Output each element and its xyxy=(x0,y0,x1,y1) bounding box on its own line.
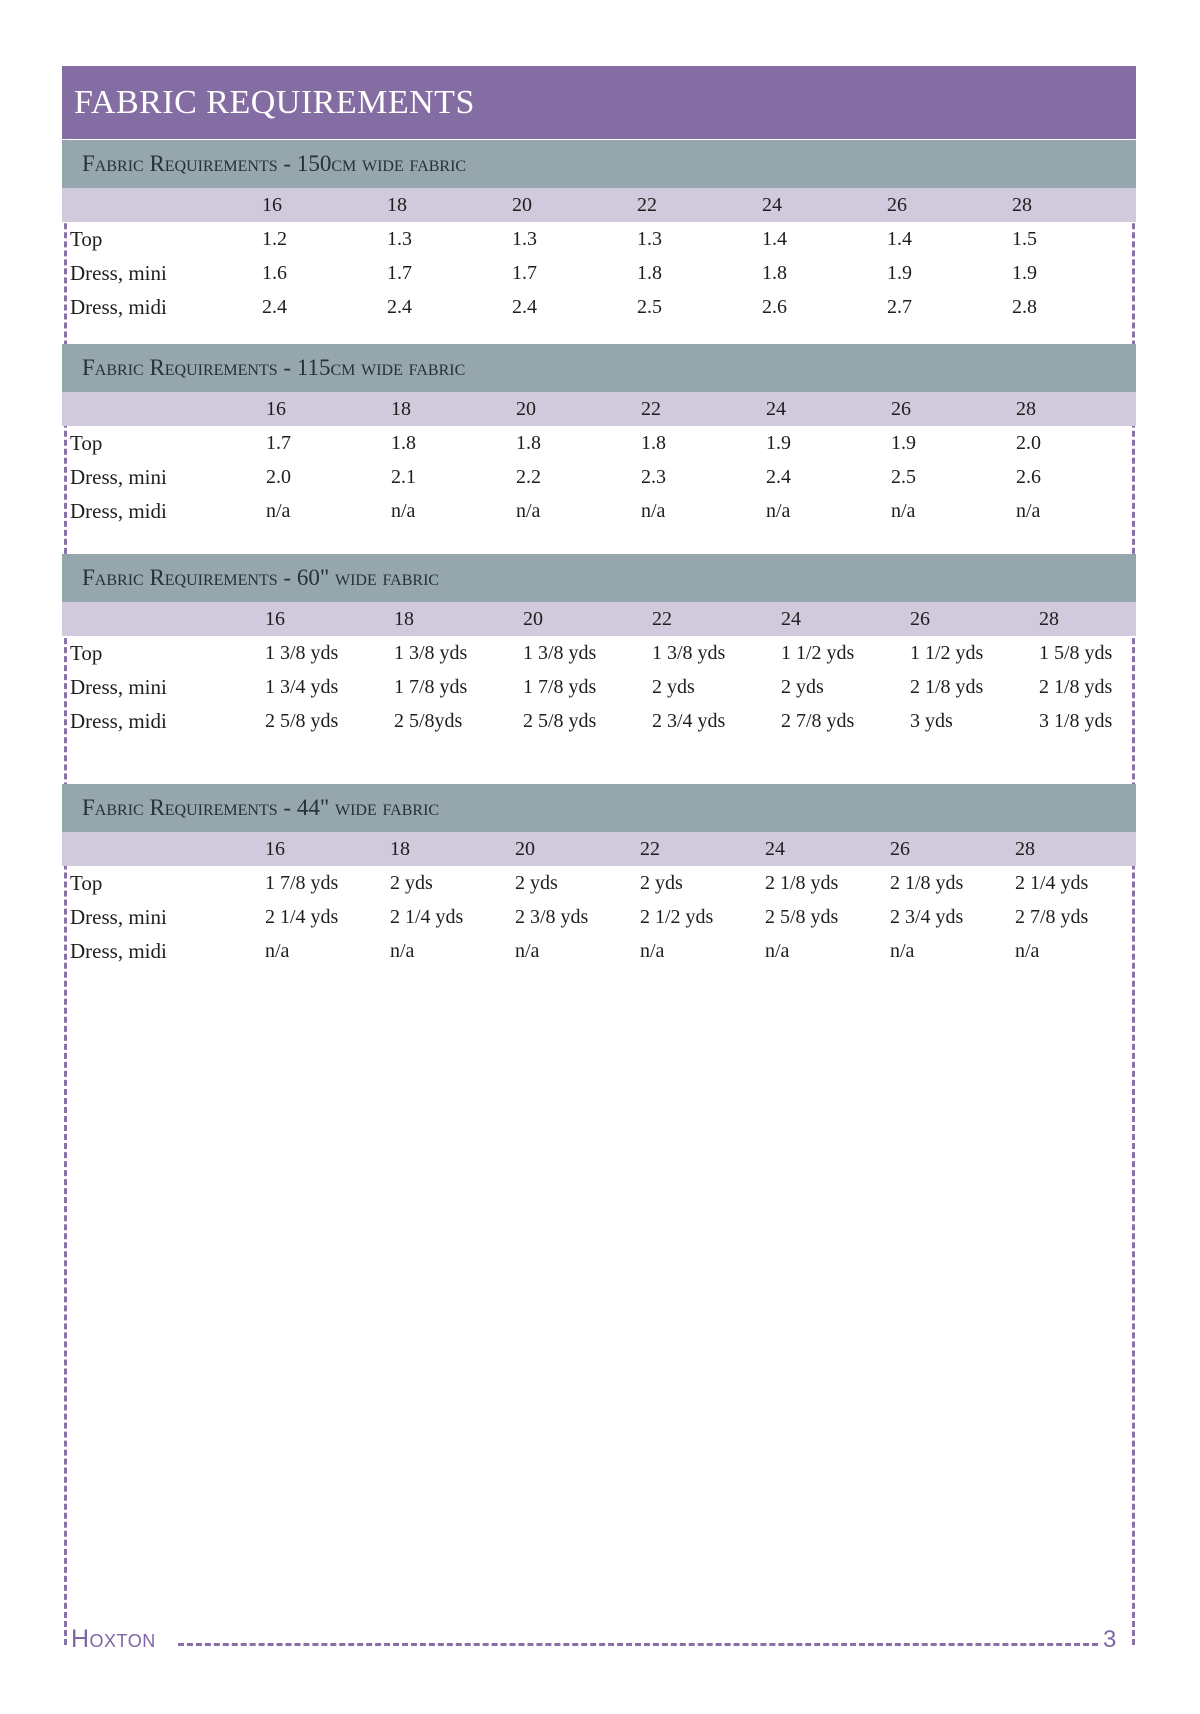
row-label: Dress, midi xyxy=(70,295,167,319)
fabric-table-2 xyxy=(62,344,1136,528)
row-label: Top xyxy=(70,641,103,665)
table-cell: 2 yds xyxy=(515,872,558,894)
size-label: 24 xyxy=(766,398,786,420)
size-header-row xyxy=(62,392,1136,426)
section-heading: Fabric Requirements - 150cm wide fabric xyxy=(62,140,1136,188)
table-cell: n/a xyxy=(1016,500,1041,522)
size-label: 18 xyxy=(391,398,411,420)
table-row xyxy=(62,460,1136,494)
table-cell: 2 3/4 yds xyxy=(890,906,964,928)
table-cell: n/a xyxy=(766,500,791,522)
size-label: 20 xyxy=(523,608,543,630)
table-cell: 1.9 xyxy=(1012,262,1037,284)
size-label: 20 xyxy=(516,398,536,420)
row-label: Top xyxy=(70,871,103,895)
table-cell: 2.1 xyxy=(391,466,416,488)
table-cell: 2 1/8 yds xyxy=(890,872,964,894)
table-cell: 2.8 xyxy=(1012,296,1037,318)
table-row xyxy=(62,426,1136,460)
table-cell: n/a xyxy=(266,500,291,522)
size-label: 26 xyxy=(890,838,910,860)
size-label: 16 xyxy=(265,608,285,630)
table-cell: 2 3/4 yds xyxy=(652,710,726,732)
table-cell: 1.8 xyxy=(762,262,787,284)
table-cell: 2.3 xyxy=(641,466,666,488)
size-label: 28 xyxy=(1016,398,1036,420)
table-cell: n/a xyxy=(890,940,915,962)
row-label: Dress, mini xyxy=(70,905,167,929)
page-title: FABRIC REQUIREMENTS xyxy=(62,66,1136,139)
table-cell: 1 3/4 yds xyxy=(265,676,339,698)
table-cell: 2 1/4 yds xyxy=(265,906,339,928)
section-heading: Fabric Requirements - 44" wide fabric xyxy=(62,784,1136,832)
table-row xyxy=(62,636,1136,670)
table-cell: 1.3 xyxy=(637,228,662,250)
table-cell: n/a xyxy=(391,500,416,522)
table-cell: 2 1/2 yds xyxy=(640,906,714,928)
table-cell: 3 yds xyxy=(910,710,953,732)
table-cell: 1 1/2 yds xyxy=(781,642,855,664)
table-cell: 1.8 xyxy=(637,262,662,284)
table-cell: 1.7 xyxy=(266,432,291,454)
table-row xyxy=(62,900,1136,934)
table-cell: n/a xyxy=(641,500,666,522)
size-label: 16 xyxy=(266,398,286,420)
row-label: Dress, midi xyxy=(70,709,167,733)
table-cell: n/a xyxy=(515,940,540,962)
size-label: 18 xyxy=(390,838,410,860)
table-row xyxy=(62,704,1136,738)
size-label: 26 xyxy=(891,398,911,420)
table-cell: 1.5 xyxy=(1012,228,1037,250)
size-label: 20 xyxy=(515,838,535,860)
size-label: 28 xyxy=(1015,838,1035,860)
table-cell: 1.7 xyxy=(512,262,537,284)
table-row xyxy=(62,256,1136,290)
table-cell: 1 7/8 yds xyxy=(394,676,468,698)
table-cell: 2 1/8 yds xyxy=(910,676,984,698)
size-label: 26 xyxy=(910,608,930,630)
table-cell: n/a xyxy=(891,500,916,522)
table-cell: 2 yds xyxy=(652,676,695,698)
table-cell: 2 5/8yds xyxy=(394,710,463,732)
size-label: 18 xyxy=(394,608,414,630)
table-row xyxy=(62,670,1136,704)
table-cell: 1.2 xyxy=(262,228,287,250)
table-cell: n/a xyxy=(390,940,415,962)
table-cell: 1.4 xyxy=(887,228,912,250)
size-header-row xyxy=(62,188,1136,222)
size-label: 24 xyxy=(781,608,801,630)
table-cell: 1.8 xyxy=(641,432,666,454)
fabric-table-1 xyxy=(62,140,1136,324)
table-cell: 1.8 xyxy=(516,432,541,454)
row-label: Dress, mini xyxy=(70,675,167,699)
row-label: Dress, midi xyxy=(70,499,167,523)
table-cell: 2.6 xyxy=(762,296,787,318)
table-cell: 2.0 xyxy=(1016,432,1041,454)
table-cell: 1 3/8 yds xyxy=(265,642,339,664)
table-cell: n/a xyxy=(765,940,790,962)
size-label: 16 xyxy=(262,194,282,216)
table-cell: 2.4 xyxy=(387,296,412,318)
table-cell: 2 1/8 yds xyxy=(1039,676,1113,698)
size-label: 24 xyxy=(765,838,785,860)
row-label: Top xyxy=(70,431,103,455)
table-row xyxy=(62,934,1136,968)
size-label: 28 xyxy=(1012,194,1032,216)
size-label: 22 xyxy=(640,838,660,860)
row-label: Top xyxy=(70,227,103,251)
size-header-row xyxy=(62,832,1136,866)
table-cell: 2 5/8 yds xyxy=(765,906,839,928)
table-cell: 1 7/8 yds xyxy=(523,676,597,698)
table-cell: 2 yds xyxy=(390,872,433,894)
table-row xyxy=(62,494,1136,528)
table-cell: 1.9 xyxy=(887,262,912,284)
table-row xyxy=(62,290,1136,324)
fabric-table-3 xyxy=(62,554,1136,738)
table-cell: 2.4 xyxy=(262,296,287,318)
table-cell: 3 1/8 yds xyxy=(1039,710,1113,732)
section-heading: Fabric Requirements - 60" wide fabric xyxy=(62,554,1136,602)
table-cell: 1 5/8 yds xyxy=(1039,642,1113,664)
table-cell: n/a xyxy=(516,500,541,522)
table-cell: 1.4 xyxy=(762,228,787,250)
row-label: Dress, mini xyxy=(70,261,167,285)
size-label: 26 xyxy=(887,194,907,216)
row-label: Dress, mini xyxy=(70,465,167,489)
table-cell: 2 3/8 yds xyxy=(515,906,589,928)
size-label: 22 xyxy=(652,608,672,630)
section-heading: Fabric Requirements - 115cm wide fabric xyxy=(62,344,1136,392)
table-cell: 1.7 xyxy=(387,262,412,284)
table-cell: 2 5/8 yds xyxy=(523,710,597,732)
size-label: 24 xyxy=(762,194,782,216)
table-cell: 2 yds xyxy=(640,872,683,894)
table-cell: 2.4 xyxy=(766,466,791,488)
footer-divider xyxy=(178,1643,1098,1646)
size-label: 22 xyxy=(637,194,657,216)
table-cell: n/a xyxy=(640,940,665,962)
size-label: 18 xyxy=(387,194,407,216)
size-label: 20 xyxy=(512,194,532,216)
table-cell: n/a xyxy=(265,940,290,962)
table-cell: 2.2 xyxy=(516,466,541,488)
table-cell: 2.5 xyxy=(637,296,662,318)
table-cell: 2.0 xyxy=(266,466,291,488)
table-cell: 1.9 xyxy=(891,432,916,454)
table-cell: 2 yds xyxy=(781,676,824,698)
table-cell: 2.5 xyxy=(891,466,916,488)
table-cell: 1 7/8 yds xyxy=(265,872,339,894)
table-cell: 2 1/8 yds xyxy=(765,872,839,894)
fabric-table-4 xyxy=(62,784,1136,968)
table-cell: n/a xyxy=(1015,940,1040,962)
table-cell: 2 1/4 yds xyxy=(390,906,464,928)
table-cell: 1 3/8 yds xyxy=(394,642,468,664)
size-label: 28 xyxy=(1039,608,1059,630)
table-row xyxy=(62,222,1136,256)
table-cell: 1.9 xyxy=(766,432,791,454)
table-cell: 1 3/8 yds xyxy=(652,642,726,664)
row-label: Dress, midi xyxy=(70,939,167,963)
table-cell: 1.3 xyxy=(512,228,537,250)
page-number: 3 xyxy=(1103,1626,1117,1653)
table-cell: 1.6 xyxy=(262,262,287,284)
footer-brand: Hoxton xyxy=(71,1625,156,1653)
table-cell: 2 7/8 yds xyxy=(1015,906,1089,928)
table-cell: 1.8 xyxy=(391,432,416,454)
table-cell: 2 5/8 yds xyxy=(265,710,339,732)
table-cell: 1 1/2 yds xyxy=(910,642,984,664)
size-header-row xyxy=(62,602,1136,636)
table-cell: 1.3 xyxy=(387,228,412,250)
table-row xyxy=(62,866,1136,900)
table-cell: 2.6 xyxy=(1016,466,1041,488)
size-label: 22 xyxy=(641,398,661,420)
table-cell: 2 1/4 yds xyxy=(1015,872,1089,894)
table-cell: 2 7/8 yds xyxy=(781,710,855,732)
size-label: 16 xyxy=(265,838,285,860)
table-cell: 2.4 xyxy=(512,296,537,318)
table-cell: 1 3/8 yds xyxy=(523,642,597,664)
table-cell: 2.7 xyxy=(887,296,912,318)
